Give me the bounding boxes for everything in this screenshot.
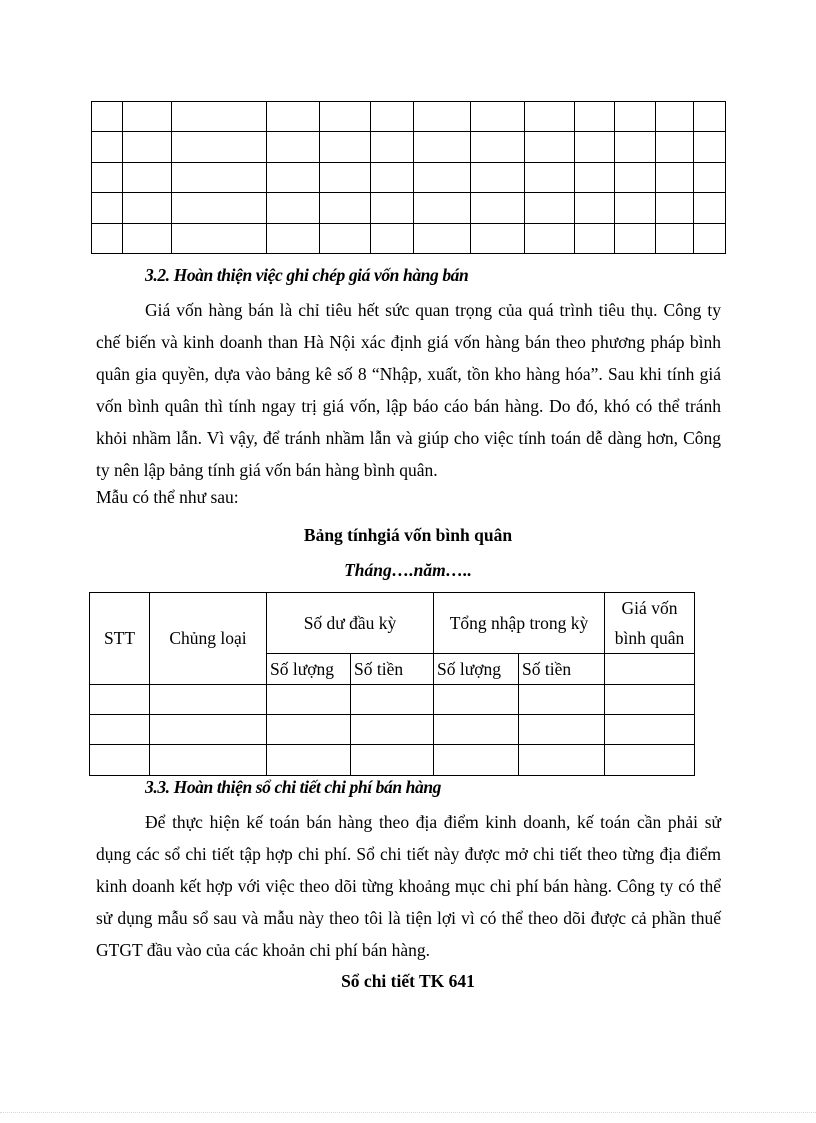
page-footer-divider [0, 1112, 816, 1113]
header-row [90, 593, 695, 654]
sample-note: Mẫu có thể như sau: [96, 487, 239, 507]
subheader-so-luong-2: Số lượng [434, 654, 519, 685]
table-row [92, 102, 726, 132]
section-heading-3-2: 3.2. Hoàn thiện việc ghi chép giá vốn hàng bán [145, 265, 469, 285]
table-row [90, 715, 695, 745]
header-gia-von-line1: Giá vốn [621, 598, 678, 618]
section-heading-3-3: 3.3. Hoàn thiện sổ chi tiết chi phí bán hàng [145, 777, 442, 797]
header-so-du-dau-ky: Số dư đầu kỳ [267, 593, 434, 654]
header-chung-loai: Chủng loại [150, 593, 267, 685]
header-stt: STT [90, 593, 150, 685]
table-row [90, 745, 695, 776]
subheader-so-tien-1: Số tiền [351, 654, 434, 685]
avg-cost-table-subtitle: Tháng….năm….. [344, 560, 472, 580]
header-gia-von-line2: bình quân [614, 628, 685, 648]
table-row [92, 223, 726, 253]
section-paragraph-3-3: Để thực hiện kế toán bán hàng theo địa điểm kinh doanh, kế toán cần phải sử dụng các sổ chi tiết tập hợp chi phí. Sổ chi tiết này được mở chi tiết theo từng địa điểm kinh doanh kết hợp với việc theo dõi từng khoảng mục chi phí bán hàng. Công ty có thể sử dụng mẫu sổ sau và mẫu này theo tôi là tiện lợi vì có thể theo dõi được cả phần thuế GTGT đầu vào của các khoản chi phí bán hàng. [96, 812, 721, 960]
top-continued-table [91, 101, 726, 254]
header-tong-nhap-trong-ky: Tổng nhập trong kỳ [434, 593, 605, 654]
subheader-so-luong-1: Số lượng [267, 654, 351, 685]
table-row [92, 162, 726, 192]
avg-cost-table [89, 592, 695, 776]
section-paragraph-3-2: Giá vốn hàng bán là chỉ tiêu hết sức quan trọng của quá trình tiêu thụ. Công ty chế biến và kinh doanh than Hà Nội xác định giá vốn hàng bán theo phương pháp bình quân gia quyền, dựa vào bảng kê số 8 “Nhập, xuất, tồn kho hàng hóa”. Sau khi tính giá vốn bình quân thì tính ngay trị giá vốn, lập báo cáo bán hàng. Do đó, khó có thể tránh khỏi nhầm lẫn. Vì vậy, để tránh nhầm lẫn và giúp cho việc tính toán dễ dàng hơn, Công ty nên lập bảng tính giá vốn bán hàng bình quân. [96, 300, 721, 480]
table-row [90, 685, 695, 715]
subheader-so-tien-2: Số tiền [519, 654, 605, 685]
table-row [92, 193, 726, 223]
top-table-body [92, 102, 726, 254]
subheader-empty [605, 654, 695, 685]
tk641-title: Sổ chi tiết TK 641 [341, 971, 475, 991]
header-gia-von-binh-quan [605, 593, 695, 654]
avg-cost-table-title: Bảng tínhgiá vốn bình quân [303, 525, 513, 545]
table-row [92, 132, 726, 162]
